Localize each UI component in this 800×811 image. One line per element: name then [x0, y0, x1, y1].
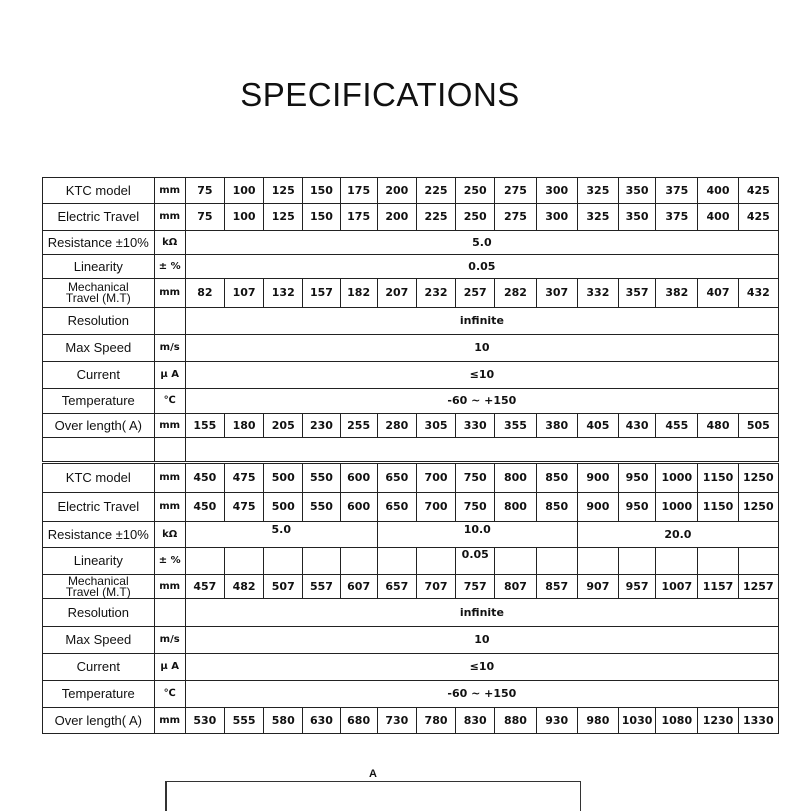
value-cell: 630	[303, 708, 340, 734]
row-label-line: Travel (M.T)	[65, 291, 131, 305]
value-cell: 207	[377, 279, 416, 308]
row-label: Max Speed	[43, 335, 155, 362]
value-cell: 300	[536, 204, 577, 231]
value-cell: 307	[536, 279, 577, 308]
value-cell: 150	[303, 204, 340, 231]
value-cell: 125	[264, 204, 303, 231]
value-cell: ≤10	[185, 362, 778, 389]
unit-cell: m/s	[154, 335, 185, 362]
unit-cell: mm	[154, 414, 185, 438]
value-cell: 107	[224, 279, 263, 308]
row-label-line: Mechanical	[67, 574, 129, 588]
value-cell: 980	[577, 708, 618, 734]
value-cell: ≤10	[185, 654, 778, 681]
value-cell: 325	[577, 178, 618, 204]
value-cell: -60 ~ +150	[185, 389, 778, 414]
value-cell: 325	[577, 204, 618, 231]
row-label: Electric Travel	[43, 204, 155, 231]
value-cell: 900	[577, 493, 618, 522]
row-label: Resolution	[43, 599, 155, 627]
grid-cell	[619, 548, 656, 575]
table-row	[43, 335, 779, 362]
value-cell: 857	[536, 575, 577, 599]
value-cell: 355	[495, 414, 536, 438]
table-row	[43, 681, 779, 708]
value-cell: 125	[264, 178, 303, 204]
value-cell: 880	[495, 708, 536, 734]
value-cell: 430	[619, 414, 656, 438]
value-cell: 455	[656, 414, 698, 438]
unit-cell	[154, 599, 185, 627]
value-cell: 275	[495, 204, 536, 231]
value-cell: 10	[185, 627, 778, 654]
row-label: Resistance ±10%	[43, 231, 155, 255]
value-cell: 225	[416, 178, 455, 204]
spacer-row	[43, 438, 779, 462]
spacer-cell	[154, 438, 185, 462]
row-label: Temperature	[43, 681, 155, 708]
value-cell: 850	[536, 464, 577, 493]
value-cell: 0.05	[456, 548, 495, 575]
value-cell: 850	[536, 493, 577, 522]
value-cell: infinite	[185, 308, 778, 335]
value-cell: 282	[495, 279, 536, 308]
value-cell: 350	[619, 204, 656, 231]
value-cell: 175	[340, 178, 377, 204]
value-cell: 757	[456, 575, 495, 599]
value-cell: 800	[495, 464, 536, 493]
value-cell: 407	[698, 279, 738, 308]
value-cell: 5.0	[185, 231, 778, 255]
unit-cell: mm	[154, 575, 185, 599]
value-cell: 275	[495, 178, 536, 204]
value-cell: 200	[377, 204, 416, 231]
value-cell: 205	[264, 414, 303, 438]
grid-cell	[264, 548, 303, 575]
row-label: Linearity	[43, 255, 155, 279]
table-row	[43, 178, 779, 204]
grid-cell	[377, 548, 416, 575]
value-cell: 232	[416, 279, 455, 308]
unit-cell: mm	[154, 178, 185, 204]
value-cell: 250	[456, 204, 495, 231]
value-cell: 425	[738, 178, 778, 204]
value-cell: 0.05	[185, 255, 778, 279]
row-label: Resolution	[43, 308, 155, 335]
unit-cell: mm	[154, 279, 185, 308]
value-cell: 730	[377, 708, 416, 734]
unit-cell: m/s	[154, 627, 185, 654]
grid-cell	[656, 548, 698, 575]
value-cell: 700	[416, 464, 455, 493]
grid-cell	[698, 548, 738, 575]
table-row	[43, 362, 779, 389]
value-cell: 900	[577, 464, 618, 493]
value-cell: -60 ~ +150	[185, 681, 778, 708]
value-cell: 357	[619, 279, 656, 308]
value-cell: 555	[224, 708, 263, 734]
table-row	[43, 204, 779, 231]
value-cell: 330	[456, 414, 495, 438]
value-cell: 707	[416, 575, 455, 599]
value-cell: 75	[185, 204, 224, 231]
row-label: KTC model	[43, 464, 155, 493]
value-cell: 405	[577, 414, 618, 438]
value-cell: 350	[619, 178, 656, 204]
value-cell: 557	[303, 575, 340, 599]
row-label: Temperature	[43, 389, 155, 414]
value-cell: 255	[340, 414, 377, 438]
value-cell: 457	[185, 575, 224, 599]
value-cell: 230	[303, 414, 340, 438]
grid-cell	[340, 548, 377, 575]
value-cell: 250	[456, 178, 495, 204]
value-cell: 155	[185, 414, 224, 438]
value-cell: 280	[377, 414, 416, 438]
value-cell: 600	[340, 493, 377, 522]
value-cell: infinite	[185, 599, 778, 627]
value-cell: 680	[340, 708, 377, 734]
row-label	[43, 279, 155, 308]
value-cell: 1000	[656, 493, 698, 522]
row-label: Over length( A)	[43, 414, 155, 438]
value-cell: 132	[264, 279, 303, 308]
unit-cell: ℃	[154, 389, 185, 414]
value-cell: 82	[185, 279, 224, 308]
spacer-cell	[185, 438, 778, 462]
table-row	[43, 575, 779, 599]
unit-cell: mm	[154, 464, 185, 493]
value-cell: 1080	[656, 708, 698, 734]
value-cell: 1150	[698, 493, 738, 522]
value-cell: 957	[619, 575, 656, 599]
table-row	[43, 493, 779, 522]
value-cell: 1007	[656, 575, 698, 599]
value-cell: 657	[377, 575, 416, 599]
dimension-label: A	[369, 768, 377, 780]
row-label-line: Mechanical	[67, 280, 129, 294]
value-cell: 780	[416, 708, 455, 734]
unit-cell: μ A	[154, 362, 185, 389]
table-row	[43, 231, 779, 255]
value-cell: 1230	[698, 708, 738, 734]
table-row	[43, 255, 779, 279]
table-row	[43, 522, 779, 548]
value-cell: 10.0	[377, 522, 577, 548]
value-cell: 150	[303, 178, 340, 204]
table-row	[43, 414, 779, 438]
value-cell: 257	[456, 279, 495, 308]
value-cell: 700	[416, 493, 455, 522]
row-label	[43, 575, 155, 599]
value-cell: 750	[456, 493, 495, 522]
row-label: Over length( A)	[43, 708, 155, 734]
value-cell: 1150	[698, 464, 738, 493]
value-cell: 475	[224, 464, 263, 493]
unit-cell: mm	[154, 204, 185, 231]
spacer-cell	[43, 438, 155, 462]
table-row	[43, 548, 779, 575]
value-cell: 1000	[656, 464, 698, 493]
dimension-tick-left	[165, 781, 167, 811]
value-cell: 425	[738, 204, 778, 231]
row-label: Electric Travel	[43, 493, 155, 522]
value-cell: 375	[656, 204, 698, 231]
value-cell: 182	[340, 279, 377, 308]
value-cell: 550	[303, 464, 340, 493]
value-cell: 180	[224, 414, 263, 438]
value-cell: 305	[416, 414, 455, 438]
value-cell: 1030	[619, 708, 656, 734]
grid-cell	[495, 548, 536, 575]
value-cell: 482	[224, 575, 263, 599]
table-row	[43, 627, 779, 654]
value-cell: 800	[495, 493, 536, 522]
value-cell: 1330	[738, 708, 778, 734]
table-row	[43, 708, 779, 734]
value-cell: 450	[185, 464, 224, 493]
row-label: Linearity	[43, 548, 155, 575]
value-cell: 500	[264, 493, 303, 522]
grid-cell	[577, 548, 618, 575]
value-cell: 432	[738, 279, 778, 308]
value-cell: 950	[619, 464, 656, 493]
value-cell: 505	[738, 414, 778, 438]
unit-cell: mm	[154, 493, 185, 522]
unit-cell: ± %	[154, 255, 185, 279]
value-cell: 375	[656, 178, 698, 204]
value-cell: 950	[619, 493, 656, 522]
table-row	[43, 599, 779, 627]
grid-cell	[185, 548, 224, 575]
value-cell: 100	[224, 204, 263, 231]
table-row	[43, 654, 779, 681]
value-cell: 10	[185, 335, 778, 362]
value-cell: 332	[577, 279, 618, 308]
row-label-line: Travel (M.T)	[65, 584, 131, 599]
dimension-line	[165, 781, 581, 782]
row-label: Max Speed	[43, 627, 155, 654]
value-cell: 300	[536, 178, 577, 204]
unit-cell: ℃	[154, 681, 185, 708]
value-cell: 507	[264, 575, 303, 599]
value-cell: 175	[340, 204, 377, 231]
dimension-tick-right	[580, 781, 582, 811]
value-cell: 382	[656, 279, 698, 308]
grid-cell	[738, 548, 778, 575]
table-row	[43, 389, 779, 414]
row-label: KTC model	[43, 178, 155, 204]
value-cell: 100	[224, 178, 263, 204]
unit-cell: kΩ	[154, 522, 185, 548]
value-cell: 1157	[698, 575, 738, 599]
table-row	[43, 464, 779, 493]
grid-cell	[416, 548, 455, 575]
value-cell: 480	[698, 414, 738, 438]
value-cell: 400	[698, 178, 738, 204]
grid-cell	[303, 548, 340, 575]
table-row	[43, 279, 779, 308]
page-title: SPECIFICATIONS	[240, 76, 520, 113]
value-cell: 530	[185, 708, 224, 734]
table-row	[43, 308, 779, 335]
value-cell: 475	[224, 493, 263, 522]
value-cell: 607	[340, 575, 377, 599]
grid-cell	[224, 548, 263, 575]
value-cell: 600	[340, 464, 377, 493]
spec-table-2	[42, 463, 779, 734]
value-cell: 225	[416, 204, 455, 231]
value-cell: 650	[377, 464, 416, 493]
value-cell: 580	[264, 708, 303, 734]
value-cell: 450	[185, 493, 224, 522]
unit-cell: ± %	[154, 548, 185, 575]
value-cell: 650	[377, 493, 416, 522]
row-label: Resistance ±10%	[43, 522, 155, 548]
unit-cell: μ A	[154, 654, 185, 681]
value-cell: 157	[303, 279, 340, 308]
grid-cell	[536, 548, 577, 575]
value-cell: 20.0	[577, 522, 778, 548]
unit-cell: kΩ	[154, 231, 185, 255]
row-label: Current	[43, 362, 155, 389]
unit-cell	[154, 308, 185, 335]
value-cell: 5.0	[185, 522, 377, 548]
value-cell: 550	[303, 493, 340, 522]
value-cell: 830	[456, 708, 495, 734]
value-cell: 907	[577, 575, 618, 599]
row-label: Current	[43, 654, 155, 681]
value-cell: 1250	[738, 464, 778, 493]
value-cell: 380	[536, 414, 577, 438]
value-cell: 400	[698, 204, 738, 231]
value-cell: 807	[495, 575, 536, 599]
value-cell: 500	[264, 464, 303, 493]
value-cell: 1257	[738, 575, 778, 599]
value-cell: 200	[377, 178, 416, 204]
dimension-drawing	[165, 768, 581, 808]
value-cell: 930	[536, 708, 577, 734]
value-cell: 1250	[738, 493, 778, 522]
spec-table-1	[42, 177, 779, 462]
unit-cell: mm	[154, 708, 185, 734]
value-cell: 750	[456, 464, 495, 493]
value-cell: 75	[185, 178, 224, 204]
